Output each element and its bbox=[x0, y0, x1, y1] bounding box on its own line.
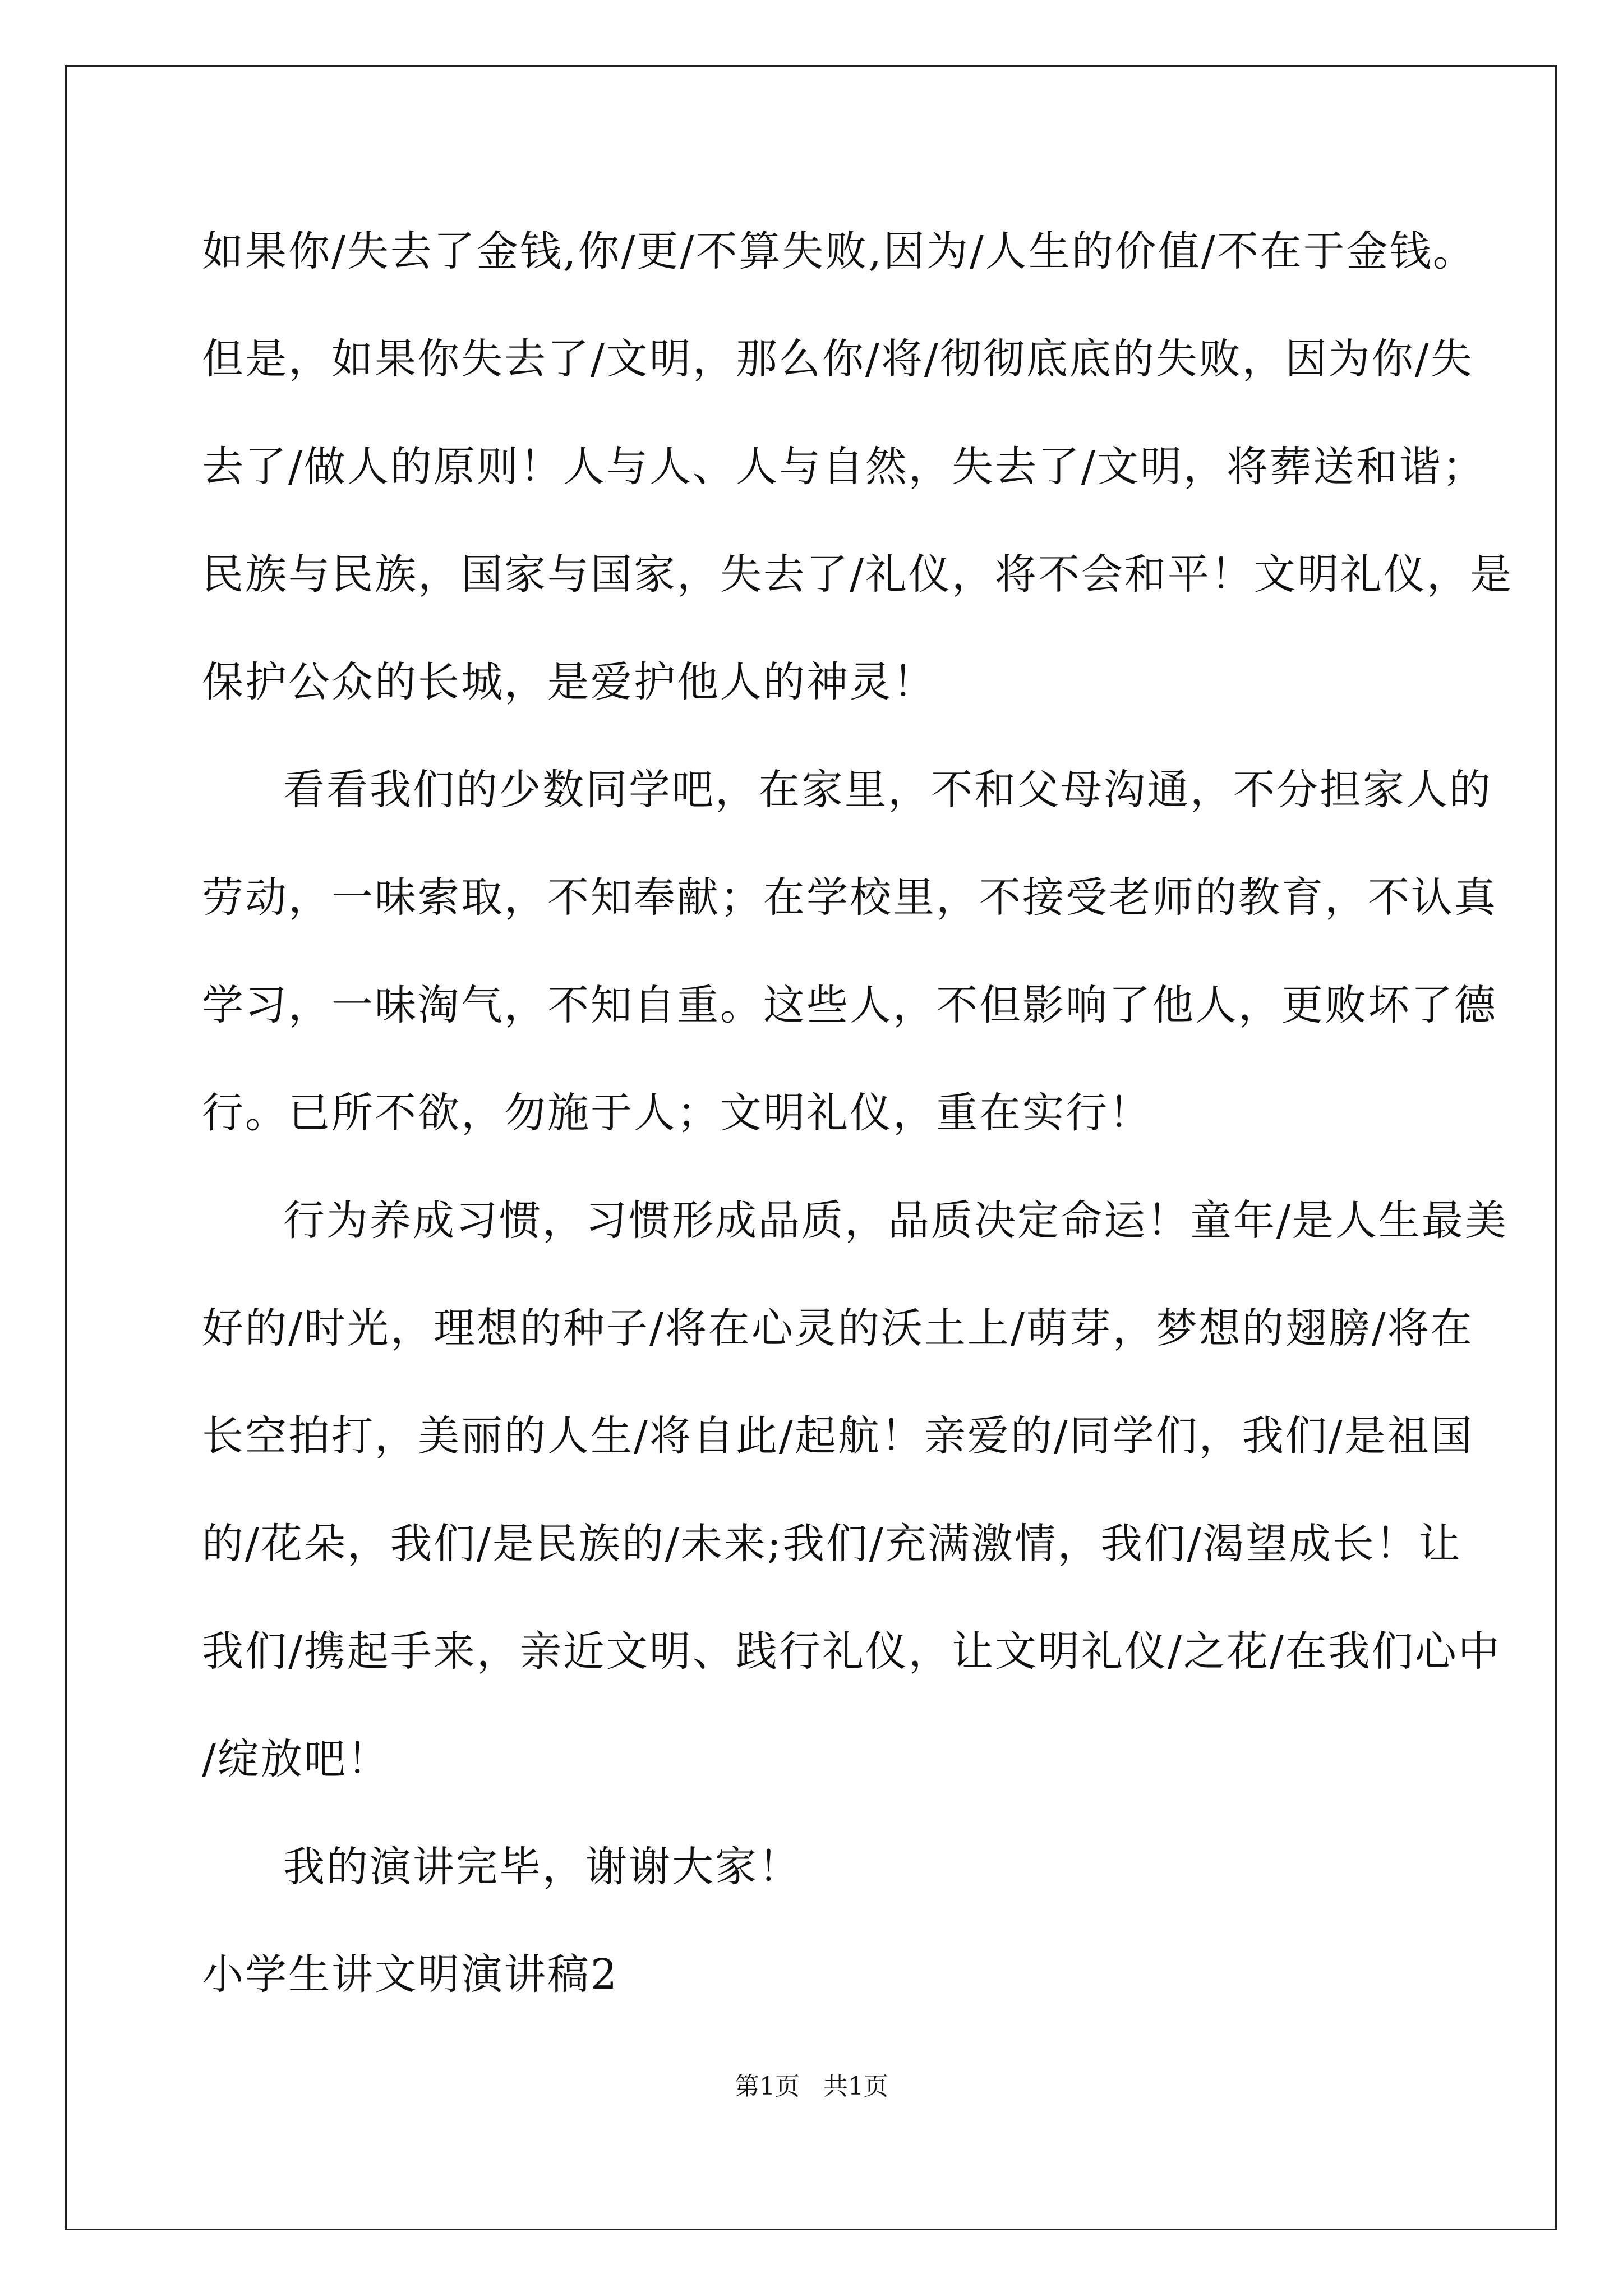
page-frame bbox=[65, 65, 1557, 2230]
paragraph-2-line-1: 看看我们的少数同学吧，在家里，不和父母沟通，不分担家人的 bbox=[283, 766, 1492, 814]
paragraph-1-line-3: 去了/做人的原则！人与人、人与自然，失去了/文明，将葬送和谐； bbox=[202, 443, 1486, 491]
paragraph-3-line-5: 我们/携起手来，亲近文明、践行礼仪，让文明礼仪/之花/在我们心中 bbox=[202, 1627, 1501, 1676]
paragraph-3-line-1: 行为养成习惯，习惯形成品质，品质决定命运！童年/是人生最美 bbox=[283, 1197, 1508, 1245]
paragraph-3-line-4: 的/花朵，我们/是民族的/未来;我们/充满激情，我们/渴望成长！让 bbox=[202, 1520, 1462, 1568]
paragraph-3-line-6: /绽放吧！ bbox=[202, 1735, 390, 1783]
paragraph-2-line-3: 学习，一味淘气，不知自重。这些人，不但影响了他人，更败坏了德 bbox=[202, 981, 1497, 1029]
next-section-title: 小学生讲文明演讲稿2 bbox=[202, 1950, 619, 1999]
paragraph-3-line-2: 好的/时光，理想的种子/将在心灵的沃土上/萌芽，梦想的翅膀/将在 bbox=[202, 1304, 1474, 1352]
paragraph-1-line-5: 保护公众的长城，是爱护他人的神灵！ bbox=[202, 658, 936, 706]
paragraph-3-line-3: 长空拍打，美丽的人生/将自此/起航！亲爱的/同学们，我们/是祖国 bbox=[202, 1412, 1474, 1460]
paragraph-4-line-1: 我的演讲完毕，谢谢大家！ bbox=[283, 1843, 801, 1891]
paragraph-1-line-4: 民族与民族，国家与国家，失去了/礼仪，将不会和平！文明礼仪，是 bbox=[202, 550, 1513, 599]
page-footer: 第1页 共1页 bbox=[735, 2072, 888, 2101]
paragraph-1-line-2: 但是，如果你失去了/文明，那么你/将/彻彻底底的失败，因为你/失 bbox=[202, 335, 1474, 383]
paragraph-1-line-1: 如果你/失去了金钱,你/更/不算失败,因为/人生的价值/不在于金钱。 bbox=[202, 227, 1476, 275]
paragraph-2-line-4: 行。已所不欲，勿施于人；文明礼仪，重在实行！ bbox=[202, 1089, 1152, 1137]
paragraph-2-line-2: 劳动，一味索取，不知奉献；在学校里，不接受老师的教育，不认真 bbox=[202, 873, 1497, 922]
